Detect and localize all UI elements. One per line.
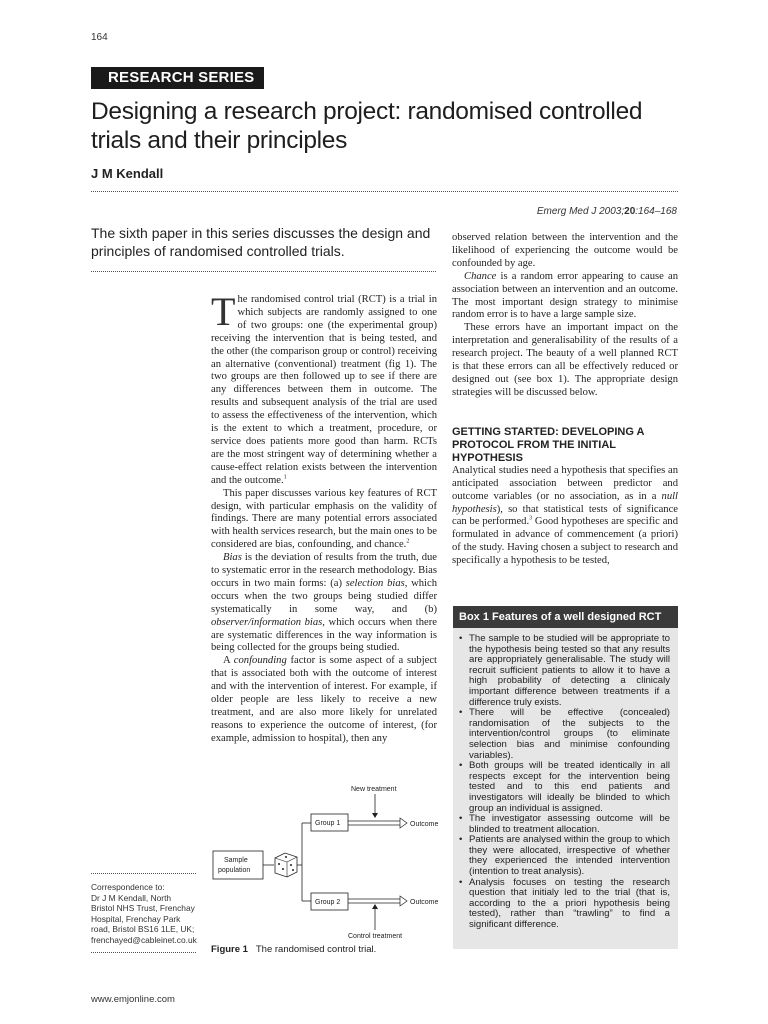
citation-year: 2003; xyxy=(599,206,625,217)
outcome-1-label: Outcome xyxy=(410,821,439,828)
group-2-label: Group 2 xyxy=(315,899,341,906)
article-title: Designing a research project: randomised controlled trials and their principles xyxy=(91,98,643,154)
footer-url: www.emjonline.com xyxy=(91,994,175,1005)
box-list xyxy=(453,628,678,931)
box-item: • Both groups will be treated identically in all respects except for the intervention being tested and to this end patients and investigators will ideally be blinded to which group an individual is assigned. xyxy=(459,761,670,814)
paragraph xyxy=(452,465,678,568)
reference: 1 xyxy=(283,474,287,481)
term: observer/information bias xyxy=(211,616,323,628)
correspondence-line: Hospital, Frenchay Park xyxy=(91,913,181,924)
outcome-2-label: Outcome xyxy=(410,899,439,906)
dice-icon xyxy=(275,853,297,877)
arrow-head xyxy=(372,904,378,909)
paragraph-text: is the deviation of results from the truth, due to systematic error in the research methodology. Bias occurs in two main forms: (a) xyxy=(211,552,437,589)
correspondence xyxy=(91,882,211,946)
correspondence-line: road, Bristol BS16 1LE, UK; xyxy=(91,924,195,935)
box-1 xyxy=(453,606,678,949)
term: confounding xyxy=(233,655,287,667)
paragraph: These errors have an important impact on the interpretation and generalisability of the results of a research project. The beauty of a well planned RCT is that these errors can all be effectively reduced or designed out (see box 1). The appropriate design strategies will be discussed below. xyxy=(452,322,678,398)
paragraph-text: , which occurs when the two groups being studied differ systematically in some way, and (b) xyxy=(211,577,437,615)
correspondence-line: Dr J M Kendall, North xyxy=(91,892,172,903)
correspondence-divider-top xyxy=(91,873,196,874)
drop-cap: T xyxy=(211,289,236,334)
control-treatment-label: Control treatment xyxy=(348,933,403,940)
box-title: Box 1 Features of a well designed RCT xyxy=(453,606,678,628)
paragraph xyxy=(211,655,437,745)
figure-1-diagram xyxy=(205,780,445,950)
term: selection bias xyxy=(345,577,405,589)
series-banner: RESEARCH SERIES xyxy=(91,67,264,89)
correspondence-divider-bottom xyxy=(91,952,196,953)
citation-journal: Emerg Med J xyxy=(536,206,597,217)
correspondence-line: frenchayed@cableinet.co.uk xyxy=(91,934,197,945)
arrow-head xyxy=(400,818,407,828)
population-label: population xyxy=(218,867,251,874)
body-column-right xyxy=(452,232,678,568)
paragraph xyxy=(452,271,678,323)
paragraph-text: Good hypotheses are specific and formulated in advance of commencement (a priori) of the study. Having chosen a subject to research and specifically a hypothesis to be tested, xyxy=(452,516,678,567)
term: null hypothesis xyxy=(452,490,678,515)
paragraph-text: Analytical studies need a hypothesis that specifies an anticipated association between predictor and outcome variables (or no association, as in a xyxy=(452,464,678,502)
box-item: • The investigator assessing outcome will be blinded to treatment allocation. xyxy=(459,814,670,835)
author: J M Kendall xyxy=(91,166,164,181)
abstract: The sixth paper in this series discusses the design and principles of randomised controlled trials. xyxy=(91,225,431,259)
paragraph xyxy=(211,552,437,655)
paragraph-text: factor is some aspect of a subject that is associated both with the outcome of interest and with the intervention of interest. For example, if older people are less likely to receive a new treatment, and are also more likely for unrelated reasons to experience the outcome of interest, (for example, admission to hospital), then any xyxy=(211,655,437,744)
new-treatment-label: New treatment xyxy=(351,786,397,793)
figure-caption xyxy=(211,944,376,955)
figure-caption-text: The randomised control trial. xyxy=(255,944,377,955)
box-item: • Patients are analysed within the group to which they were allocated, irrespective of whether they experienced the intended intervention (intention to treat analysis). xyxy=(459,835,670,877)
correspondence-line: Bristol NHS Trust, Frenchay xyxy=(91,903,195,914)
citation-pages: :164–168 xyxy=(635,206,677,217)
paragraph-text: ), so that statistical tests of significance can be performed. xyxy=(452,503,678,528)
figure-caption-label: Figure 1 xyxy=(211,944,248,955)
correspondence-label: Correspondence to: xyxy=(91,882,165,892)
abstract-divider xyxy=(91,271,436,272)
reference: 3 xyxy=(529,515,533,522)
paragraph xyxy=(211,488,437,553)
title-divider xyxy=(91,191,678,192)
paragraph-text: , which occurs when there are systematic differences in the way information is being collected for the groups being studied. xyxy=(211,616,437,654)
paragraph-text: A xyxy=(223,655,234,667)
term: Bias xyxy=(223,552,242,564)
paragraph-text: This paper discusses various key features of RCT design, with particular emphasis on the validity of findings. There are many potential errors associated with health services research, but the main ones to be considered are bias, confounding, and chance. xyxy=(211,487,437,551)
paragraph-text: is a random error appearing to cause an association between an intervention and an outcome. The most important design strategy to minimise random error is to have a large sample size. xyxy=(452,270,678,321)
sample-population-box xyxy=(213,851,263,879)
box-item: • Analysis focuses on testing the research question that initialy led to the trial (that is, according to the a priori hypothesis being tested), rather than “trawling” to find a significant difference. xyxy=(459,878,670,931)
paragraph xyxy=(211,289,437,488)
paragraph: observed relation between the intervention and the likelihood of experiencing the outcome would be confounded by age. xyxy=(452,232,678,269)
arrow-head xyxy=(400,896,407,906)
term: Chance xyxy=(464,270,497,282)
group-1-label: Group 1 xyxy=(315,820,341,827)
box-item: • The sample to be studied will be appropriate to the hypothesis being tested so that any results are appropriately generalisable. The study will recruit sufficient patients to allow it to have a high probability of detecting a clinicaly important difference between treatments if a difference truly exists. xyxy=(459,634,670,708)
citation xyxy=(537,206,677,217)
citation-volume: 20 xyxy=(624,206,636,217)
page-number: 164 xyxy=(91,32,108,43)
paragraph-text: he randomised control trial (RCT) is a trial in which subjects are randomly assigned to one of two groups: one (the experimental group) receiving the intervention that is being tested, and the other (the comparison group or control) receiving an alternative (conventional) treatment (fig 1). The two groups are then followed up to see if there are any differences between them in outcome. The results and subsequent analysis of the trial are used to assess the effectiveness of the intervention, which is the extent to which a treatment, procedure, or service does patients more good than harm. RCTs are the most stringent way of determining whether a cause-effect relation exists between the intervention and the outcome. xyxy=(211,294,437,486)
body-column-left xyxy=(211,289,437,746)
arrow-head xyxy=(372,813,378,818)
section-heading: GETTING STARTED: DEVELOPING A PROTOCOL FROM THE INITIAL HYPOTHESIS xyxy=(452,425,645,464)
sample-label: Sample xyxy=(224,857,248,864)
box-item: • There will be effective (concealed) randomisation of the subjects to the intervention/control groups (to eliminate selection bias and minimise confounding variables). xyxy=(459,708,670,761)
reference: 2 xyxy=(406,538,410,545)
